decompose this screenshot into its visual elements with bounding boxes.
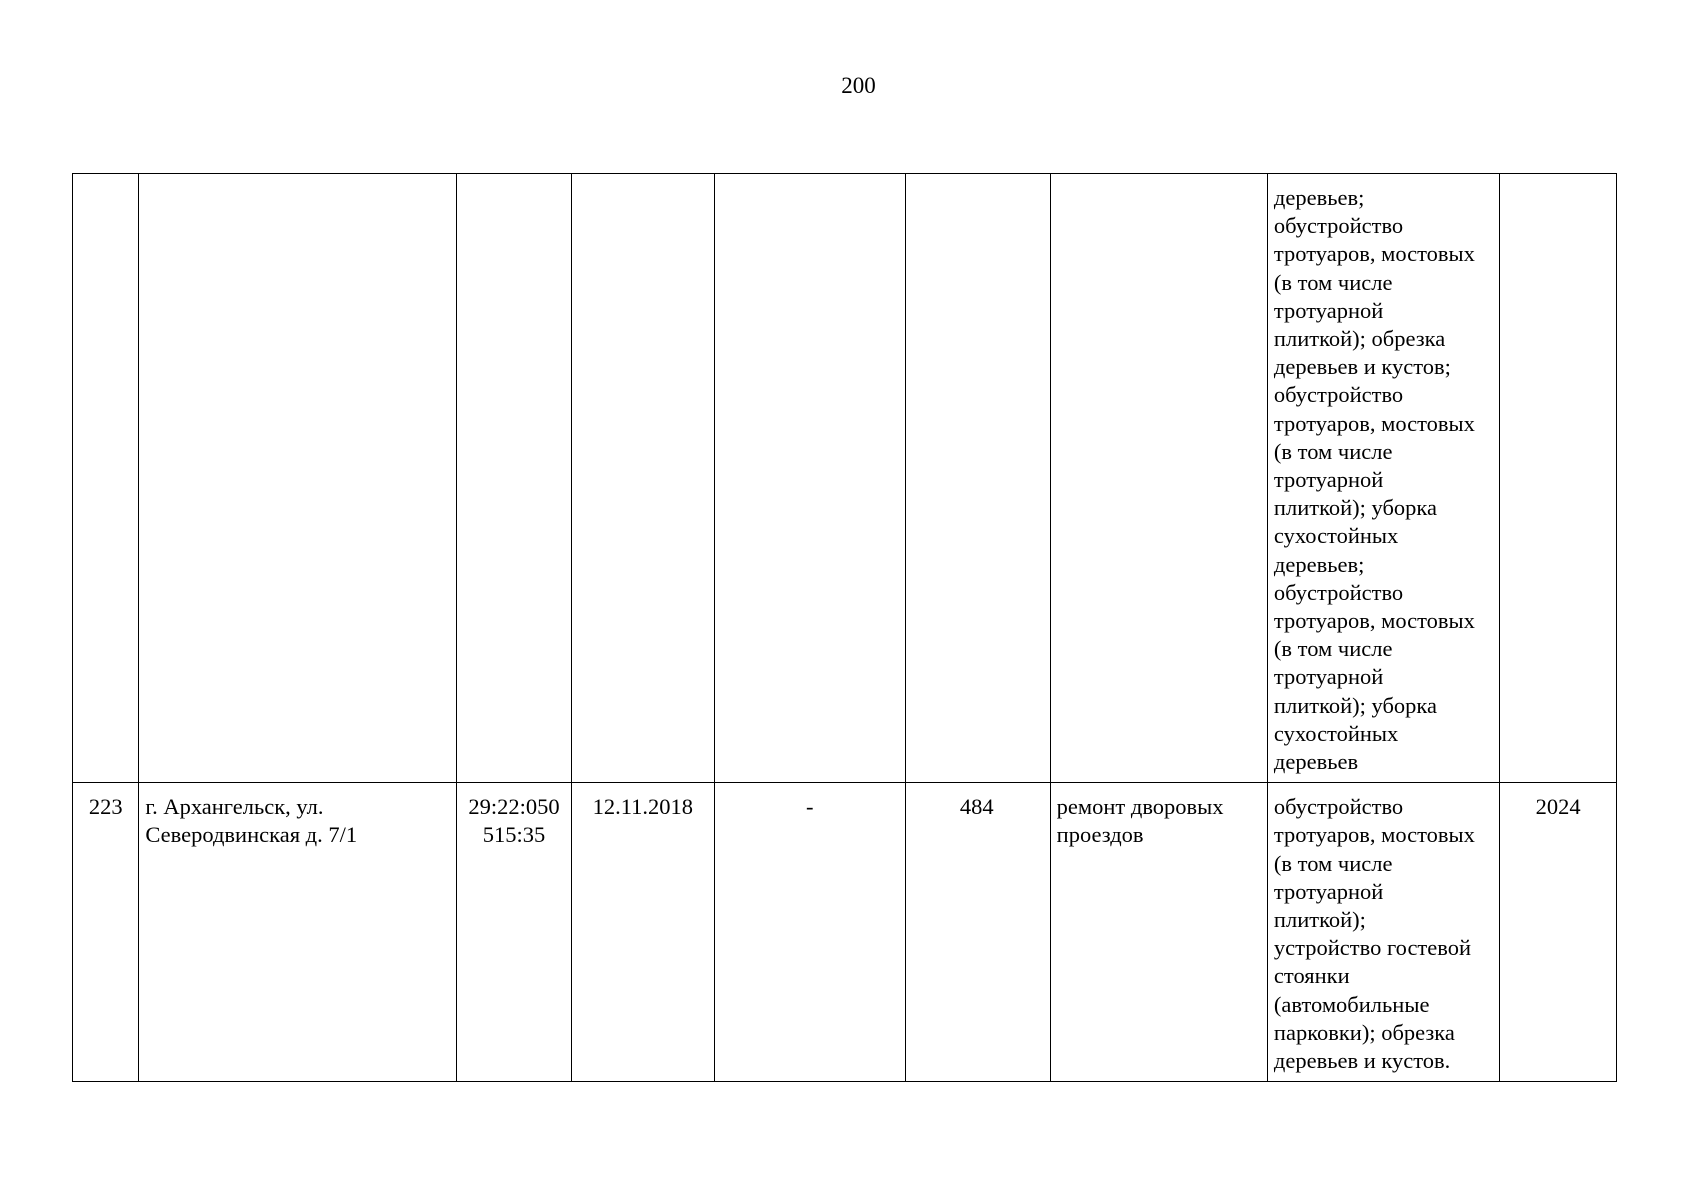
works-line: (в том числе — [1273, 269, 1393, 295]
repair-type-line: проездов — [1056, 822, 1144, 848]
cell-works — [1267, 174, 1499, 783]
works-line: (автомобильные — [1273, 991, 1430, 1017]
works-line: обустройство — [1273, 579, 1404, 605]
works-line: сухостойных — [1273, 720, 1399, 746]
works-line: обустройство — [1273, 794, 1404, 820]
repair-type-line: ремонт дворовых — [1056, 794, 1224, 820]
address-line: Северодвинская д. 7/1 — [145, 822, 358, 848]
works-line: тротуаров, мостовых — [1273, 822, 1475, 848]
registry-table — [72, 173, 1617, 1082]
cell-dash — [714, 174, 905, 783]
works-line: тротуарной — [1273, 467, 1384, 493]
works-line: тротуаров, мостовых — [1273, 241, 1475, 267]
cell-date: 12.11.2018 — [571, 783, 714, 1082]
works-line: стоянки — [1273, 963, 1350, 989]
cell-address — [139, 783, 457, 1082]
cell-number — [73, 174, 139, 783]
cell-cadastral — [457, 174, 572, 783]
cadastral-line: 29:22:050 — [468, 794, 560, 820]
works-line: деревьев и кустов; — [1273, 354, 1451, 380]
works-line: тротуаров, мостовых — [1273, 608, 1475, 634]
cell-number: 223 — [73, 783, 139, 1082]
works-line: плиткой); уборка — [1273, 495, 1437, 521]
cadastral-line: 515:35 — [482, 822, 546, 848]
works-line: тротуарной — [1273, 664, 1384, 690]
works-line: обустройство — [1273, 213, 1404, 239]
cell-area: 484 — [905, 783, 1050, 1082]
works-line: плиткой); уборка — [1273, 692, 1437, 718]
cell-area — [905, 174, 1050, 783]
cell-year: 2024 — [1500, 783, 1617, 1082]
works-line: устройство гостевой — [1273, 935, 1472, 961]
works-line: тротуарной — [1273, 297, 1384, 323]
works-line: сухостойных — [1273, 523, 1399, 549]
works-line: (в том числе — [1273, 438, 1393, 464]
cell-date — [571, 174, 714, 783]
works-line: плиткой); обрезка — [1273, 326, 1446, 352]
works-line: деревьев и кустов. — [1273, 1048, 1451, 1074]
address-line: г. Архангельск, ул. — [145, 794, 324, 820]
works-line: плиткой); — [1273, 907, 1366, 933]
works-line: деревьев; — [1273, 185, 1365, 210]
table-row-223 — [73, 783, 1617, 1082]
cell-repair-type — [1050, 174, 1267, 783]
works-line: (в том числе — [1273, 636, 1393, 662]
works-line: парковки); обрезка — [1273, 1019, 1455, 1045]
cell-year — [1500, 174, 1617, 783]
works-line: обустройство — [1273, 382, 1404, 408]
table-row-continued — [73, 174, 1617, 783]
works-line: тротуаров, мостовых — [1273, 410, 1475, 436]
cell-repair-type — [1050, 783, 1267, 1082]
works-line: (в том числе — [1273, 850, 1393, 876]
cell-cadastral — [457, 783, 572, 1082]
cell-dash: - — [714, 783, 905, 1082]
page-number: 200 — [841, 73, 876, 98]
cell-address — [139, 174, 457, 783]
works-line: деревьев; — [1273, 551, 1365, 577]
cell-works — [1267, 783, 1499, 1082]
works-line: тротуарной — [1273, 878, 1384, 904]
works-line: деревьев — [1273, 749, 1359, 775]
